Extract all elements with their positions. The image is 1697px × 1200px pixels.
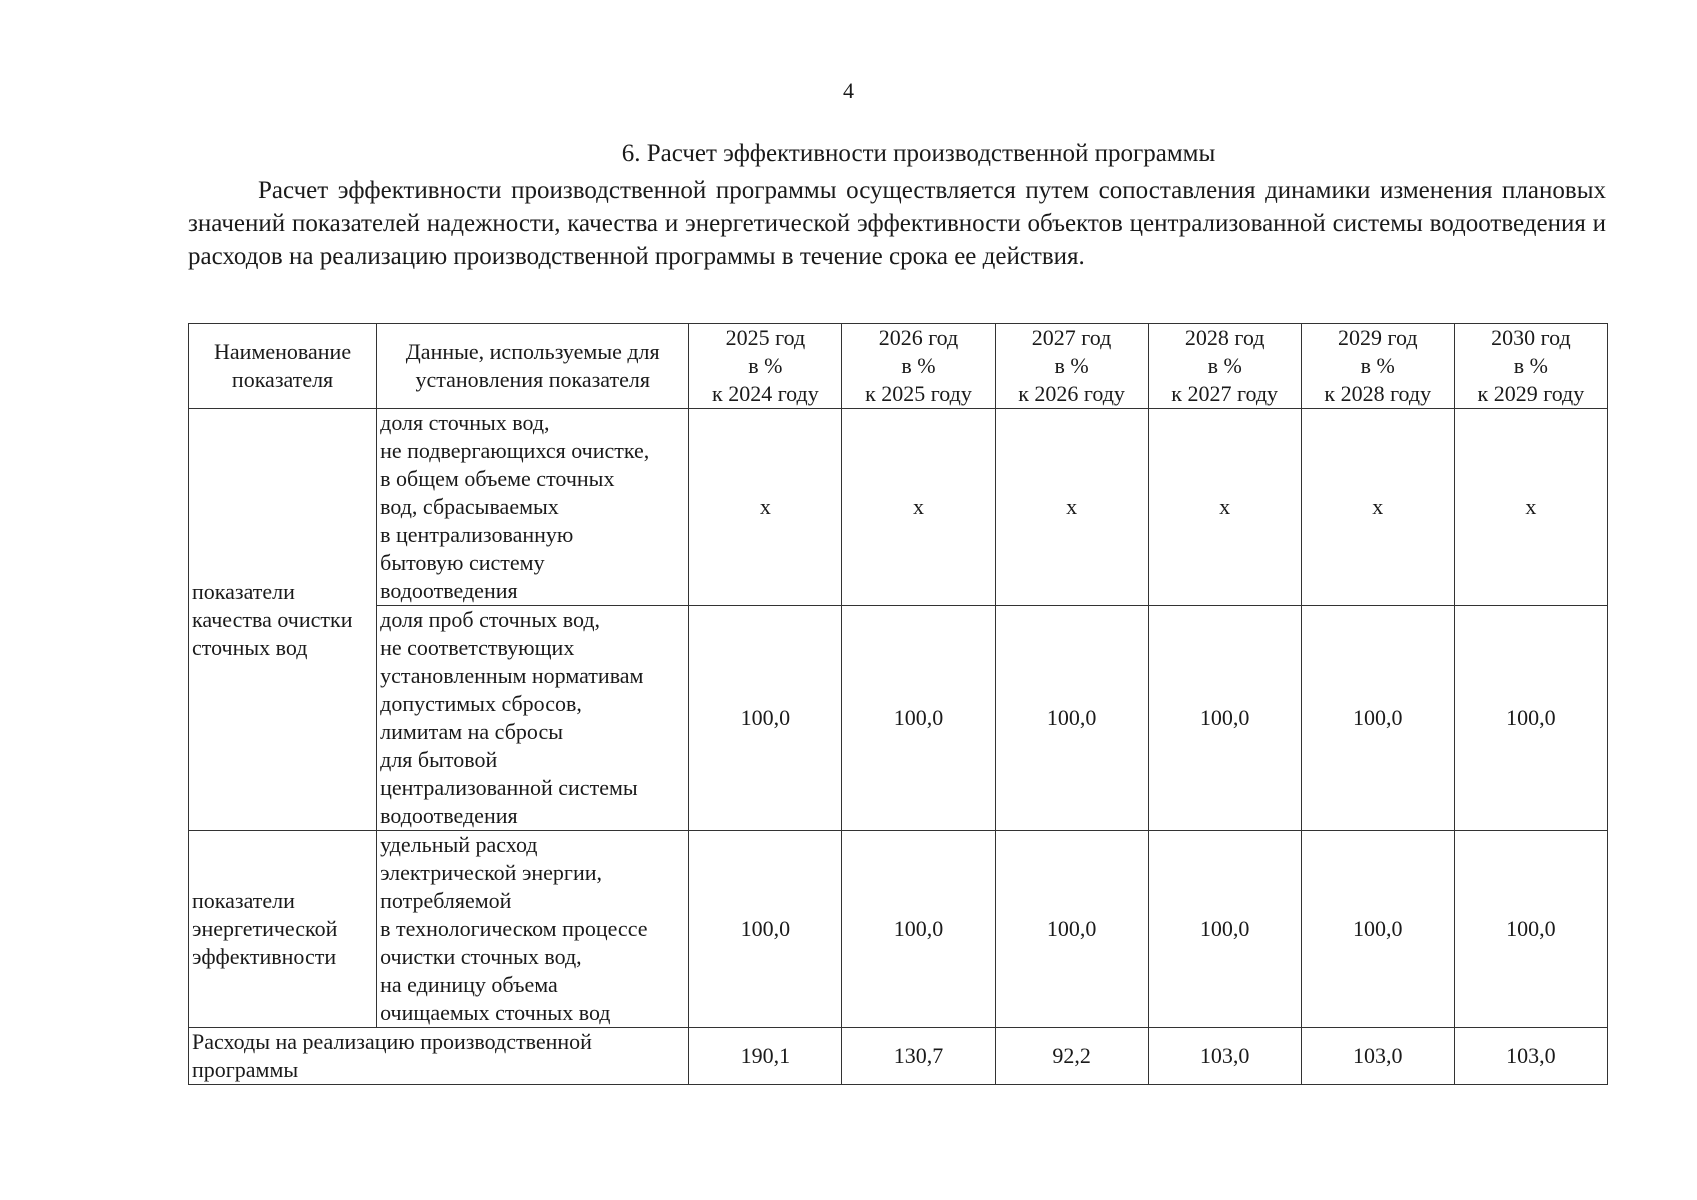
value-cell: 100,0 <box>1148 831 1301 1028</box>
source-data-cell: удельный расход электрической энергии, потребляемой в технологическом процессе очистки сточных вод, на единицу объема очищаемых сточных вод <box>377 831 689 1028</box>
total-label-cell: Расходы на реализацию производственной программы <box>189 1028 689 1085</box>
value-cell: 100,0 <box>842 831 995 1028</box>
value-cell: 100,0 <box>689 831 842 1028</box>
header-year-2026: 2026 год в % к 2025 году <box>842 324 995 409</box>
efficiency-table <box>188 323 1608 1085</box>
indicator-name-cell: показатели качества очистки сточных вод <box>189 409 377 831</box>
value-cell: 100,0 <box>1454 606 1607 831</box>
value-cell: 92,2 <box>995 1028 1148 1085</box>
value-cell: 100,0 <box>1148 606 1301 831</box>
value-cell: 100,0 <box>1301 831 1454 1028</box>
table-row <box>189 409 1608 606</box>
value-cell: х <box>995 409 1148 606</box>
value-cell: х <box>842 409 995 606</box>
header-year-2029: 2029 год в % к 2028 году <box>1301 324 1454 409</box>
value-cell: х <box>1454 409 1607 606</box>
header-name: Наименование показателя <box>189 324 377 409</box>
value-cell: 130,7 <box>842 1028 995 1085</box>
value-cell: х <box>1301 409 1454 606</box>
header-year-2028: 2028 год в % к 2027 году <box>1148 324 1301 409</box>
value-cell: 100,0 <box>689 606 842 831</box>
header-year-2025: 2025 год в % к 2024 году <box>689 324 842 409</box>
indicator-name-cell: показатели энергетической эффективности <box>189 831 377 1028</box>
source-data-cell: доля сточных вод, не подвергающихся очистке, в общем объеме сточных вод, сбрасываемых в централизованную бытовую систему водоотведения <box>377 409 689 606</box>
value-cell: 103,0 <box>1148 1028 1301 1085</box>
value-cell: 100,0 <box>995 606 1148 831</box>
section-title: 6. Расчет эффективности производственной программы <box>621 140 1216 167</box>
table-header-row <box>189 324 1608 409</box>
value-cell: 100,0 <box>1454 831 1607 1028</box>
value-cell: 103,0 <box>1454 1028 1607 1085</box>
table-row <box>189 606 1608 831</box>
page-number: 4 <box>843 78 854 103</box>
table-row-total <box>189 1028 1608 1085</box>
header-year-2030: 2030 год в % к 2029 году <box>1454 324 1607 409</box>
value-cell: 100,0 <box>1301 606 1454 831</box>
header-source: Данные, используемые для установления показателя <box>377 324 689 409</box>
intro-paragraph: Расчет эффективности производственной программы осуществляется путем сопоставления динамики изменения плановых значений показателей надежности, качества и энергетической эффективности объектов централизованной системы водоотведения и расходов на реализацию производственной программы в течение срока ее действия. <box>188 177 1606 270</box>
value-cell: 100,0 <box>842 606 995 831</box>
value-cell: 103,0 <box>1301 1028 1454 1085</box>
value-cell: 190,1 <box>689 1028 842 1085</box>
source-data-cell: доля проб сточных вод, не соответствующих установленным нормативам допустимых сбросов, лимитам на сбросы для бытовой централизованной системы водоотведения <box>377 606 689 831</box>
value-cell: х <box>689 409 842 606</box>
value-cell: х <box>1148 409 1301 606</box>
value-cell: 100,0 <box>995 831 1148 1028</box>
table-row <box>189 831 1608 1028</box>
header-year-2027: 2027 год в % к 2026 году <box>995 324 1148 409</box>
